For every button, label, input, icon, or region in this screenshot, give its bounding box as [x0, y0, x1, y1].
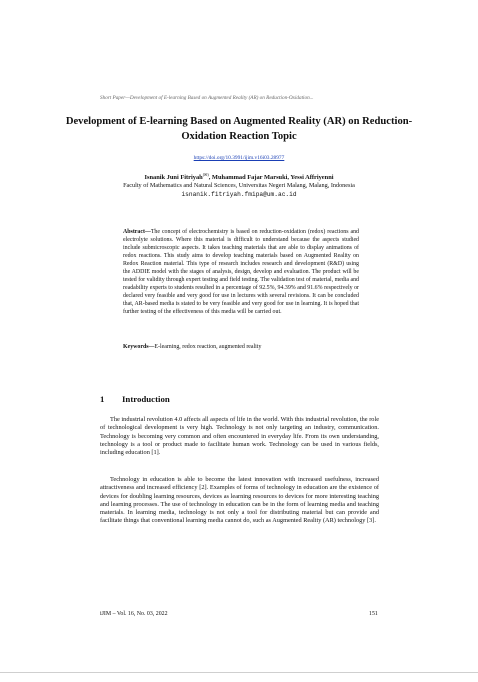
keywords-label: Keywords— [123, 344, 155, 350]
section-number: 1 [100, 394, 105, 404]
abstract-label: Abstract— [123, 229, 151, 235]
author-list [60, 172, 418, 181]
abstract-text: The concept of electrochemistry is based on reduction-oxidation (redox) reactions and electrolyte solutions. Where this material is difficult to understand because the aspects studied include submicroscopic aspects. It takes teaching materials that are able to display animations of redox reactions. This study aims to develop teaching materials based on Augmented Reality on Redox Reaction material. This type of research includes research and development (R&D) using the ADDIE model with the stages of analysis, design, develop and evaluation. The product will be tested for validity through expert testing and field testing. The validation test of material, media and readability experts to students resulted in a percentage of 92.5%, 94.39% and 91.6% respectively or declared very feasible and very good for use in lectures with several revisions. It can be concluded that, AR-based media is stated to be very feasible and very good for use in learning. It is hoped that further testing of the effectiveness of this media will be carried out. [123, 229, 359, 316]
page-bottom-divider [0, 672, 478, 673]
intro-paragraph-1: The industrial revolution 4.0 affects all aspects of life in the world. With this industrial revolution, the role of technological development is very high. Technology is not only targeting an industry, communication. Technology is becoming very common and often encountered in everyday life. From its own understanding, technology is a tool or product made to facilitate human work. Technology can be used in various fields, including education [1]. [100, 416, 379, 457]
abstract [123, 228, 359, 317]
keywords-text: E-learning, redox reaction, augmented reality [154, 344, 262, 350]
section-title: Introduction [122, 394, 170, 404]
author-names-rest: , Muhammad Fajar Marsuki, Yessi Affriyenni [208, 174, 334, 182]
paper-title: Development of E-learning Based on Augmented Reality (AR) on Reduction-Oxidation Reaction Topic [65, 116, 413, 142]
corresponding-author-mark: (✉) [202, 172, 209, 177]
doi-link[interactable]: https://doi.org/10.3991/ijim.v16i03.28977 [193, 155, 285, 161]
running-header: Short Paper—Development of E-learning Based on Augmented Reality (AR) on Reduction-Oxidation... [100, 95, 314, 101]
keywords [123, 344, 359, 350]
author-name-first: Isnanik Juni Fitriyah [144, 174, 203, 182]
footer-page-number: 151 [369, 611, 378, 617]
author-email[interactable]: isnanik.fitriyah.fmipa@um.ac.id [181, 191, 297, 198]
footer-journal-info: iJIM – Vol. 16, No. 03, 2022 [100, 611, 168, 617]
affiliation: Faculty of Mathematics and Natural Sciences, Universitas Negeri Malang, Malang, Indonesia [123, 182, 355, 189]
intro-paragraph-2: Technology in education is able to become the latest innovation with increased usefulness, increased attractiveness and increased efficiency [2]. Examples of forms of technology in education are the existence of devices for doubling learning resources, devices as learning resources to devices for more interesting teaching and learning processes. The use of technology in education can be in the form of learning media and teaching materials. In learning media, technology is not only a tool for distributing material but can provide and facilitate things that conventional learning media cannot do, such as Augmented Reality (AR) technology [3]. [100, 476, 379, 525]
section-heading [100, 394, 380, 404]
